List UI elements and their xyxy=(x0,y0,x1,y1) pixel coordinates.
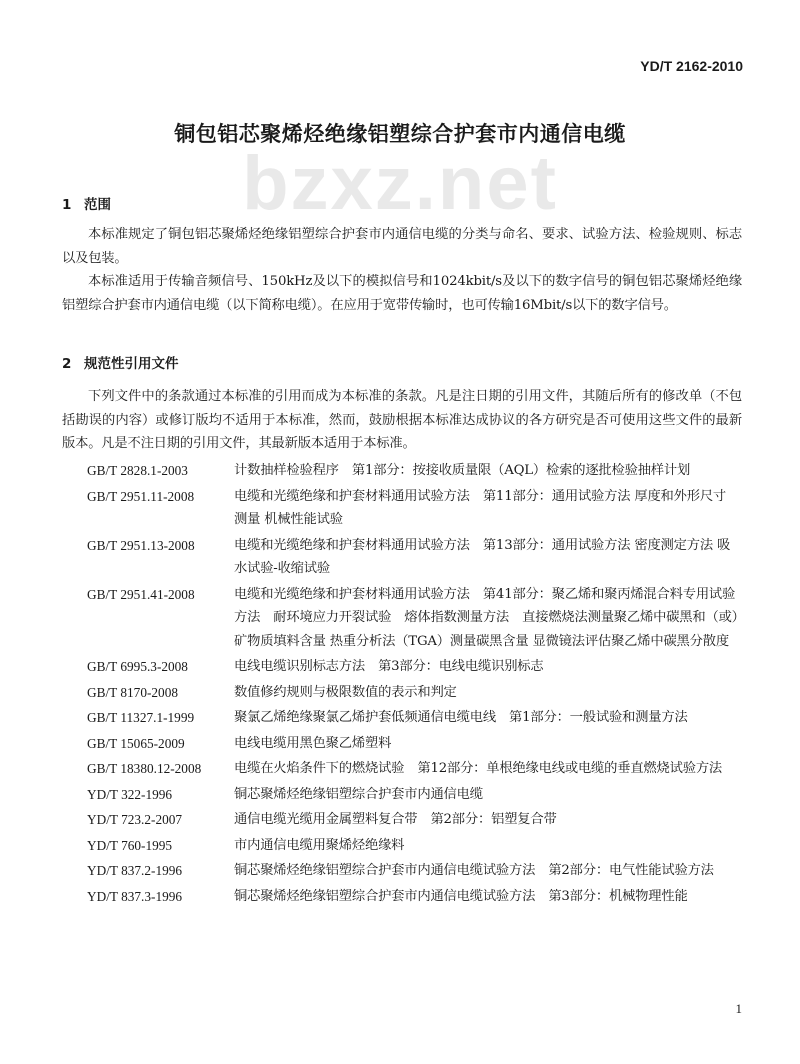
reference-item xyxy=(0,885,800,909)
reference-item xyxy=(0,834,800,858)
section-number: 1 xyxy=(62,197,72,213)
page-number: 1 xyxy=(735,1001,742,1016)
reference-code: GB/T 18380.12-2008 xyxy=(87,761,202,776)
reference-item xyxy=(0,681,800,705)
reference-code: YD/T 837.2-1996 xyxy=(87,863,183,878)
reference-title: 铜芯聚烯烃绝缘铝塑综合护套市内通信电缆试验方法 第2部分：电气性能试验方法 xyxy=(234,863,714,878)
reference-title: 电缆和光缆绝缘和护套材料通用试验方法 第13部分：通用试验方法 密度测定方法 吸水试验-收缩试验 xyxy=(234,537,731,576)
reference-title: 电线电缆用黑色聚乙烯塑料 xyxy=(234,735,392,751)
reference-title: 计数抽样检验程序 第1部分：按接收质量限（AQL）检索的逐批检验抽样计划 xyxy=(234,463,691,478)
reference-item xyxy=(0,783,800,807)
paragraph: 本标准规定了铜包铝芯聚烯烃绝缘铝塑综合护套市内通信电缆的分类与命名、要求、试验方法、检验规则、标志以及包装。 xyxy=(62,227,742,266)
reference-title: 电缆在火焰条件下的燃烧试验 第12部分：单根绝缘电线或电缆的垂直燃烧试验方法 xyxy=(234,761,723,776)
reference-item xyxy=(0,859,800,883)
reference-item xyxy=(0,808,800,832)
reference-title: 电缆和光缆绝缘和护套材料通用试验方法 第41部分：聚乙烯和聚丙烯混合料专用试验方法 耐环境应力开裂试验 熔体指数测量方法 直接燃烧法测量聚乙烯中碳黑和（或）矿物质填料含量 热重分析法（TGA）测量碳黑含量 显微镜法评估聚乙烯中碳黑分散度 xyxy=(234,586,739,649)
reference-code: YD/T 837.3-1996 xyxy=(87,888,183,904)
section-title: 规范性引用文件 xyxy=(84,356,179,372)
reference-code: YD/T 322-1996 xyxy=(87,786,173,802)
reference-title: 铜芯聚烯烃绝缘铝塑综合护套市内通信电缆 xyxy=(234,786,483,802)
reference-item xyxy=(0,459,800,483)
paragraph: 下列文件中的条款通过本标准的引用而成为本标准的条款。凡是注日期的引用文件，其随后所有的修改单（不包括勘误的内容）或修订版均不适用于本标准，然而，鼓励根据本标准达成协议的各方研究是否可使用这些文件的最新版本。凡是不注日期的引用文件，其最新版本适用于本标准。 xyxy=(62,389,742,451)
standard-code: YD/T 2162-2010 xyxy=(640,58,743,74)
reference-title: 电缆和光缆绝缘和护套材料通用试验方法 第11部分：通用试验方法 厚度和外形尺寸测量 机械性能试验 xyxy=(234,488,727,527)
reference-item xyxy=(0,706,800,730)
reference-item xyxy=(0,757,800,781)
section-heading-normative-references xyxy=(62,352,179,372)
section-title: 范围 xyxy=(84,197,111,213)
reference-code: GB/T 8170-2008 xyxy=(87,684,178,700)
section-heading-scope xyxy=(62,193,111,213)
reference-code: GB/T 11327.1-1999 xyxy=(87,710,195,725)
reference-item xyxy=(0,732,800,756)
reference-item xyxy=(0,534,800,581)
reference-item xyxy=(0,583,800,654)
reference-item xyxy=(0,655,800,679)
reference-title: 通信电缆光缆用金属塑料复合带 第2部分：铝塑复合带 xyxy=(234,812,557,827)
reference-code: GB/T 2828.1-2003 xyxy=(87,463,188,478)
section-number: 2 xyxy=(62,356,72,372)
reference-title: 数值修约规则与极限数值的表示和判定 xyxy=(234,684,457,700)
reference-title: 电线电缆识别标志方法 第3部分：电线电缆识别标志 xyxy=(234,659,544,674)
document-title: 铜包铝芯聚烯烃绝缘铝塑综合护套市内通信电缆 xyxy=(174,122,626,146)
reference-title: 聚氯乙烯绝缘聚氯乙烯护套低频通信电缆电线 第1部分：一般试验和测量方法 xyxy=(234,710,688,725)
reference-code: GB/T 2951.13-2008 xyxy=(87,537,195,553)
reference-code: GB/T 2951.41-2008 xyxy=(87,586,195,602)
reference-code: GB/T 15065-2009 xyxy=(87,735,185,751)
reference-code: YD/T 723.2-2007 xyxy=(87,812,183,827)
reference-list xyxy=(0,459,800,910)
reference-code: YD/T 760-1995 xyxy=(87,837,173,853)
reference-item xyxy=(0,485,800,532)
reference-code: GB/T 2951.11-2008 xyxy=(87,488,195,504)
reference-code: GB/T 6995.3-2008 xyxy=(87,659,188,674)
reference-title: 市内通信电缆用聚烯烃绝缘料 xyxy=(234,837,405,853)
paragraph: 本标准适用于传输音频信号、150kHz及以下的模拟信号和1024kbit/s及以下的数字信号的铜包铝芯聚烯烃绝缘铝塑综合护套市内通信电缆（以下简称电缆）。在应用于宽带传输时，也可传输16Mbit/s以下的数字信号。 xyxy=(62,274,742,313)
watermark: bzxz.net xyxy=(242,141,558,226)
reference-title: 铜芯聚烯烃绝缘铝塑综合护套市内通信电缆试验方法 第3部分：机械物理性能 xyxy=(234,888,688,904)
